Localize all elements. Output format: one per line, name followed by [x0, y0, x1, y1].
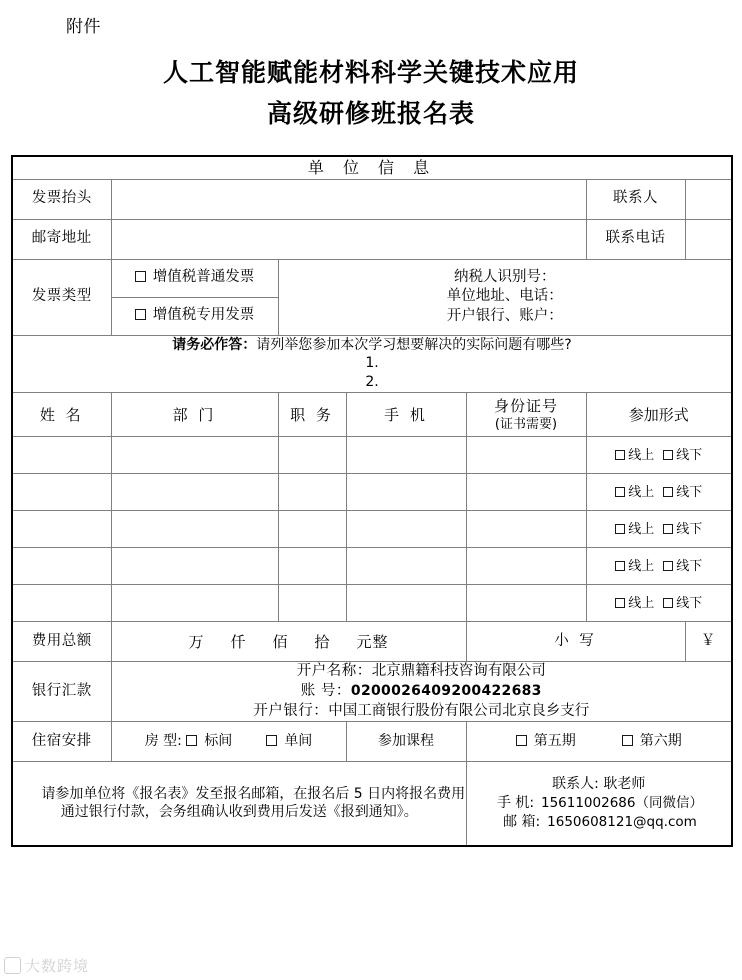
mode-offline-label: 线下 — [676, 447, 703, 463]
checkbox-offline-icon[interactable] — [663, 450, 673, 460]
page-title-line-2: 高级研修班报名表 — [266, 99, 475, 128]
participant-position-input[interactable] — [278, 437, 346, 474]
column-header-participation-mode: 参加形式 — [586, 393, 732, 437]
checkbox-online-icon[interactable] — [615, 450, 625, 460]
mailing-address-input[interactable] — [111, 219, 586, 259]
participation-mode-cell[interactable] — [586, 437, 732, 474]
mode-offline-label: 线下 — [676, 595, 703, 611]
attachment-label: 附件 — [66, 17, 101, 37]
invoice-type-row-general — [12, 259, 732, 297]
participant-name-input[interactable] — [12, 511, 111, 548]
bank-remittance-details — [111, 662, 732, 722]
fee-unit-yuanzheng: 元整 — [356, 632, 389, 651]
bank-account-no-line — [112, 682, 732, 702]
participant-position-input[interactable] — [278, 474, 346, 511]
participant-name-input[interactable] — [12, 474, 111, 511]
checkbox-online-icon[interactable] — [615, 524, 625, 534]
checkbox-offline-icon[interactable] — [663, 598, 673, 608]
footer-email-line — [467, 813, 732, 832]
participation-mode-cell[interactable] — [586, 548, 732, 585]
column-header-position: 职 务 — [278, 393, 346, 437]
invoice-title-row — [12, 179, 732, 219]
fee-lowercase-label: 小 写 — [466, 622, 685, 662]
bank-account-field[interactable]: 开户银行、账户： — [446, 307, 563, 324]
checkbox-online-icon[interactable] — [615, 487, 625, 497]
unit-info-section-row — [12, 156, 732, 179]
participant-position-input[interactable] — [278, 511, 346, 548]
participant-department-input[interactable] — [111, 548, 278, 585]
contact-phone-label: 联系电话 — [586, 219, 685, 259]
bank-name-key: 开户银行： — [253, 702, 329, 719]
answer-item-2[interactable]: 2. — [365, 374, 379, 391]
accommodation-row — [12, 722, 732, 762]
invoice-detail-fields — [278, 259, 732, 335]
invoice-type-option-general-label: 增值税普通发票 — [152, 269, 255, 286]
fee-unit-bai: 佰 — [272, 632, 289, 651]
must-answer-cell — [12, 335, 732, 393]
column-header-mobile: 手 机 — [346, 393, 466, 437]
participant-id-input[interactable] — [466, 474, 586, 511]
accommodation-label: 住宿安排 — [12, 722, 111, 762]
fee-unit-qian: 仟 — [230, 632, 247, 651]
mailing-address-label: 邮寄地址 — [12, 219, 111, 259]
room-type-cell[interactable] — [111, 722, 346, 762]
fee-total-row — [12, 622, 732, 662]
submission-note-text: 请参加单位将《报名表》发至报名邮箱，在报名后 5 日内将报名费用通过银行付款，会务组确认收到费用后发送《报到通知》。 — [41, 785, 466, 821]
must-answer-row — [12, 335, 732, 393]
participant-id-input[interactable] — [466, 585, 586, 622]
participant-mobile-input[interactable] — [346, 585, 466, 622]
column-header-name: 姓 名 — [12, 393, 111, 437]
checkbox-offline-icon[interactable] — [663, 524, 673, 534]
submission-note — [12, 762, 466, 846]
course-label: 参加课程 — [346, 722, 466, 762]
checkbox-special-invoice-icon[interactable] — [135, 309, 146, 320]
participant-mobile-input[interactable] — [346, 511, 466, 548]
table-row — [12, 585, 732, 622]
must-answer-prompt: 请列举您参加本次学习想要解决的实际问题有哪些? — [256, 336, 572, 353]
checkbox-online-icon[interactable] — [615, 561, 625, 571]
footer-email-key: 邮 箱: — [503, 813, 541, 830]
bank-name-line — [112, 702, 732, 722]
fee-unit-shi: 拾 — [314, 632, 331, 651]
column-header-id-number — [466, 393, 586, 437]
registration-form-table — [11, 155, 733, 847]
bank-name-value: 中国工商银行股份有限公司北京良乡支行 — [328, 702, 590, 719]
participant-name-input[interactable] — [12, 437, 111, 474]
checkbox-standard-room-icon[interactable] — [186, 735, 197, 746]
participant-department-input[interactable] — [111, 437, 278, 474]
participant-department-input[interactable] — [111, 585, 278, 622]
fee-unit-wan: 万 — [188, 632, 205, 651]
mode-online-label: 线上 — [628, 558, 655, 574]
table-row — [12, 511, 732, 548]
fee-lowercase-input[interactable]: ￥ — [685, 622, 732, 662]
bank-account-name-key: 开户名称： — [296, 663, 372, 680]
contact-person-label: 联系人 — [586, 179, 685, 219]
column-header-department: 部 门 — [111, 393, 278, 437]
footer-contact-person-key: 联系人: — [552, 776, 599, 793]
invoice-title-input[interactable] — [111, 179, 586, 219]
course-term-cell[interactable] — [466, 722, 732, 762]
checkbox-offline-icon[interactable] — [663, 487, 673, 497]
invoice-type-option-general[interactable] — [111, 259, 278, 297]
footer-row — [12, 762, 732, 846]
mode-offline-label: 线下 — [676, 521, 703, 537]
invoice-type-label: 发票类型 — [12, 259, 111, 335]
footer-contact-block — [466, 762, 732, 846]
bank-remittance-label: 银行汇款 — [12, 662, 111, 722]
term-sixth-label: 第六期 — [639, 733, 682, 750]
mode-offline-label: 线下 — [676, 484, 703, 500]
participant-mobile-input[interactable] — [346, 474, 466, 511]
mode-online-label: 线上 — [628, 447, 655, 463]
must-answer-prompt-line — [13, 336, 731, 355]
room-standard-label: 标间 — [204, 733, 233, 750]
checkbox-single-room-icon[interactable] — [266, 735, 277, 746]
watermark — [4, 955, 89, 976]
checkbox-term-sixth-icon[interactable] — [622, 735, 633, 746]
mode-online-label: 线上 — [628, 484, 655, 500]
footer-contact-person-value: 耿老师 — [603, 776, 646, 793]
table-row — [12, 548, 732, 585]
answer-item-1[interactable]: 1. — [365, 355, 379, 372]
footer-mobile-line — [467, 794, 732, 813]
mode-offline-label: 线下 — [676, 558, 703, 574]
taxpayer-id-field[interactable]: 纳税人识别号： — [454, 268, 556, 285]
participant-id-input[interactable] — [466, 511, 586, 548]
participant-name-input[interactable] — [12, 585, 111, 622]
participant-department-input[interactable] — [111, 474, 278, 511]
watermark-text: 大数跨境 — [25, 957, 90, 975]
invoice-title-label: 发票抬头 — [12, 179, 111, 219]
participation-mode-cell[interactable] — [586, 585, 732, 622]
mailing-address-row — [12, 219, 732, 259]
participant-position-input[interactable] — [278, 585, 346, 622]
checkbox-offline-icon[interactable] — [663, 561, 673, 571]
bank-account-name-line — [112, 662, 732, 682]
participant-name-input[interactable] — [12, 548, 111, 585]
unit-address-phone-field[interactable]: 单位地址、电话： — [446, 288, 563, 305]
column-header-id-number-sub: (证书需要) — [494, 417, 558, 433]
term-fifth-label: 第五期 — [533, 733, 576, 750]
mode-online-label: 线上 — [628, 595, 655, 611]
bank-account-name-value: 北京鼎籍科技咨询有限公司 — [371, 663, 546, 680]
footer-mobile-key: 手 机: — [496, 794, 535, 811]
bank-account-no-key: 账 号： — [300, 683, 351, 700]
checkbox-term-fifth-icon[interactable] — [516, 735, 527, 746]
page-title — [0, 52, 742, 134]
footer-contact-person-line — [467, 775, 732, 794]
participant-id-input[interactable] — [466, 437, 586, 474]
must-answer-label: 请务必作答： — [172, 336, 257, 353]
bank-remittance-row — [12, 662, 732, 722]
table-row — [12, 474, 732, 511]
contact-phone-input[interactable] — [685, 219, 732, 259]
table-row — [12, 437, 732, 474]
participant-id-input[interactable] — [466, 548, 586, 585]
page-title-line-1: 人工智能赋能材料科学关键技术应用 — [162, 58, 579, 87]
mode-online-label: 线上 — [628, 521, 655, 537]
checkbox-online-icon[interactable] — [615, 598, 625, 608]
fee-total-label: 费用总额 — [12, 622, 111, 662]
footer-email-value: 1650608121@qq.com — [547, 813, 697, 830]
fee-amount-uppercase-input[interactable] — [111, 622, 466, 662]
participant-mobile-input[interactable] — [346, 548, 466, 585]
invoice-type-option-special[interactable] — [111, 297, 278, 335]
participants-header-row — [12, 393, 732, 437]
bank-account-no-value: 0200026409200422683 — [350, 683, 542, 700]
column-header-id-number-main: 身份证号 — [493, 397, 558, 416]
watermark-logo-icon — [4, 957, 21, 974]
footer-mobile-value: 15611002686（同微信） — [540, 794, 703, 811]
contact-person-input[interactable] — [685, 179, 732, 219]
room-single-label: 单间 — [284, 733, 313, 750]
participant-position-input[interactable] — [278, 548, 346, 585]
unit-info-section-title: 单 位 信 息 — [12, 156, 732, 179]
participant-department-input[interactable] — [111, 511, 278, 548]
room-type-key: 房 型: — [144, 733, 182, 750]
invoice-type-option-special-label: 增值税专用发票 — [152, 307, 255, 324]
participation-mode-cell[interactable] — [586, 511, 732, 548]
checkbox-general-invoice-icon[interactable] — [135, 271, 146, 282]
participation-mode-cell[interactable] — [586, 474, 732, 511]
participant-mobile-input[interactable] — [346, 437, 466, 474]
